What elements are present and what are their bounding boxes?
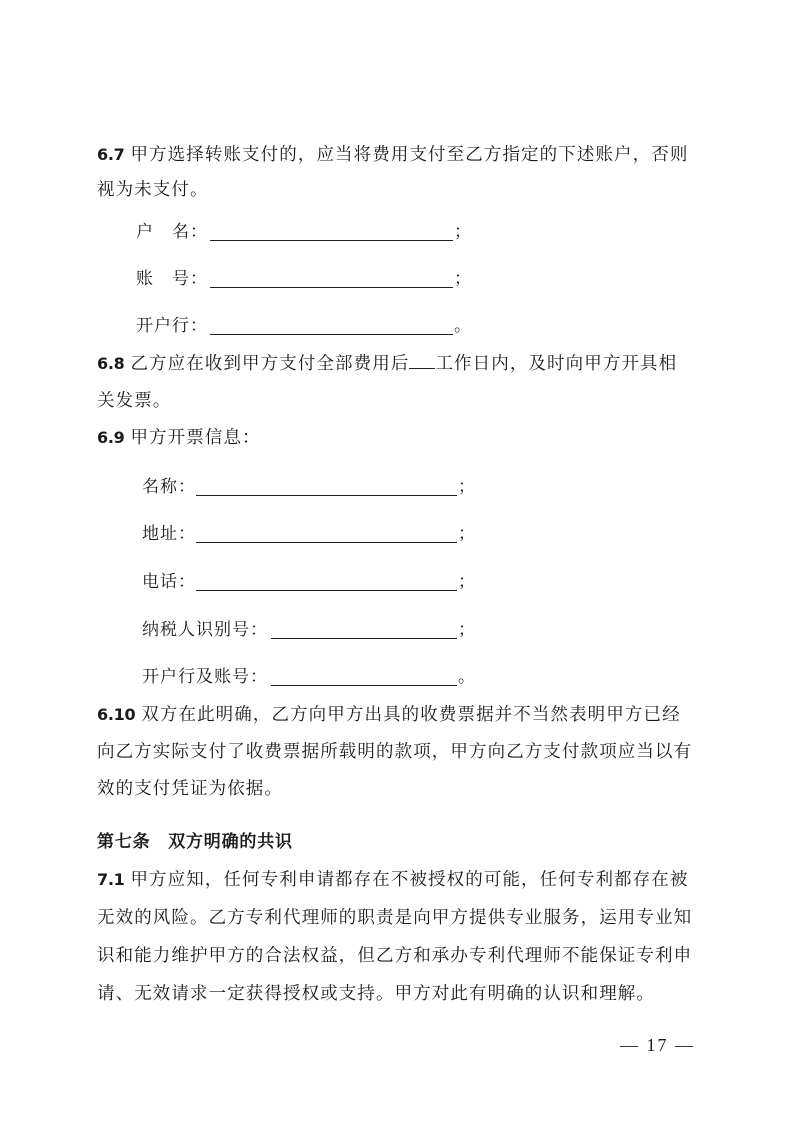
clause-text: 甲方选择转账支付的，应当将费用支付至乙方指定的下述账户，否则 [130, 145, 689, 165]
working-days-blank[interactable] [409, 367, 435, 369]
clause-6-10-line-2: 向乙方实际支付了收费票据所载明的款项，甲方向乙方支付款项应当以有 [97, 742, 693, 762]
field-end-punct: ； [454, 269, 472, 289]
clause-6-8-line-1 [97, 356, 677, 374]
clause-6-8-line-2: 关发票。 [97, 391, 172, 411]
invoice-name-field [142, 477, 476, 497]
clause-number: 6.8 [97, 354, 125, 373]
bank-account-field [142, 667, 476, 687]
clause-7-1-line-2: 无效的风险。乙方专利代理师的职责是向甲方提供专业服务，运用专业知 [97, 908, 693, 928]
clause-text: 甲方开票信息： [130, 428, 261, 448]
clause-number: 7.1 [97, 870, 125, 889]
clause-6-9-line-1 [97, 430, 261, 448]
clause-6-10-line-3: 效的支付凭证为依据。 [97, 779, 283, 799]
page-number: — 17 — [620, 1035, 695, 1055]
field-end-punct: 。 [458, 667, 476, 687]
invoice-address-blank[interactable] [196, 542, 457, 543]
field-label: 地址： [142, 524, 196, 544]
field-label: 纳税人识别号： [142, 620, 268, 640]
field-end-punct: ； [458, 620, 476, 640]
field-end-punct: 。 [454, 316, 472, 336]
article-7-heading: 第七条 双方明确的共识 [97, 832, 293, 852]
clause-number: 6.7 [97, 145, 125, 164]
clause-number: 6.9 [97, 428, 125, 447]
clause-6-7-line-1 [97, 147, 688, 165]
account-name-field [136, 222, 472, 242]
bank-account-blank[interactable] [271, 685, 457, 686]
clause-7-1-line-1 [97, 872, 688, 890]
account-name-blank[interactable] [210, 240, 453, 241]
taxpayer-id-field [142, 620, 476, 640]
field-end-punct: ； [458, 572, 476, 592]
clause-number: 6.10 [97, 705, 136, 724]
clause-text: 双方在此明确，乙方向甲方出具的收费票据并不当然表明甲方已经 [141, 705, 681, 725]
field-label: 电话： [142, 572, 196, 592]
field-end-punct: ； [458, 477, 476, 497]
invoice-address-field [142, 524, 476, 544]
bank-blank[interactable] [210, 334, 453, 335]
field-label: 开户行及账号： [142, 667, 268, 687]
field-label: 户 名： [136, 222, 208, 242]
clause-6-10-line-1 [97, 707, 681, 725]
clause-text: 乙方应在收到甲方支付全部费用后 [130, 354, 410, 374]
invoice-name-blank[interactable] [196, 495, 457, 496]
account-number-field [136, 269, 472, 289]
invoice-phone-field [142, 572, 476, 592]
bank-field [136, 316, 472, 336]
taxpayer-id-blank[interactable] [271, 638, 457, 639]
clause-6-7-line-2: 视为未支付。 [97, 180, 209, 200]
field-label: 名称： [142, 477, 196, 497]
field-end-punct: ； [454, 222, 472, 242]
field-end-punct: ； [458, 524, 476, 544]
clause-7-1-line-3: 识和能力维护甲方的合法权益，但乙方和承办专利代理师不能保证专利申 [97, 946, 693, 966]
account-number-blank[interactable] [210, 287, 453, 288]
clause-text: 工作日内，及时向甲方开具相 [435, 354, 678, 374]
field-label: 开户行： [136, 316, 208, 336]
invoice-phone-blank[interactable] [196, 590, 457, 591]
clause-text: 甲方应知，任何专利申请都存在不被授权的可能，任何专利都存在被 [130, 870, 689, 890]
field-label: 账 号： [136, 269, 208, 289]
clause-7-1-line-4: 请、无效请求一定获得授权或支持。甲方对此有明确的认识和理解。 [97, 984, 655, 1004]
